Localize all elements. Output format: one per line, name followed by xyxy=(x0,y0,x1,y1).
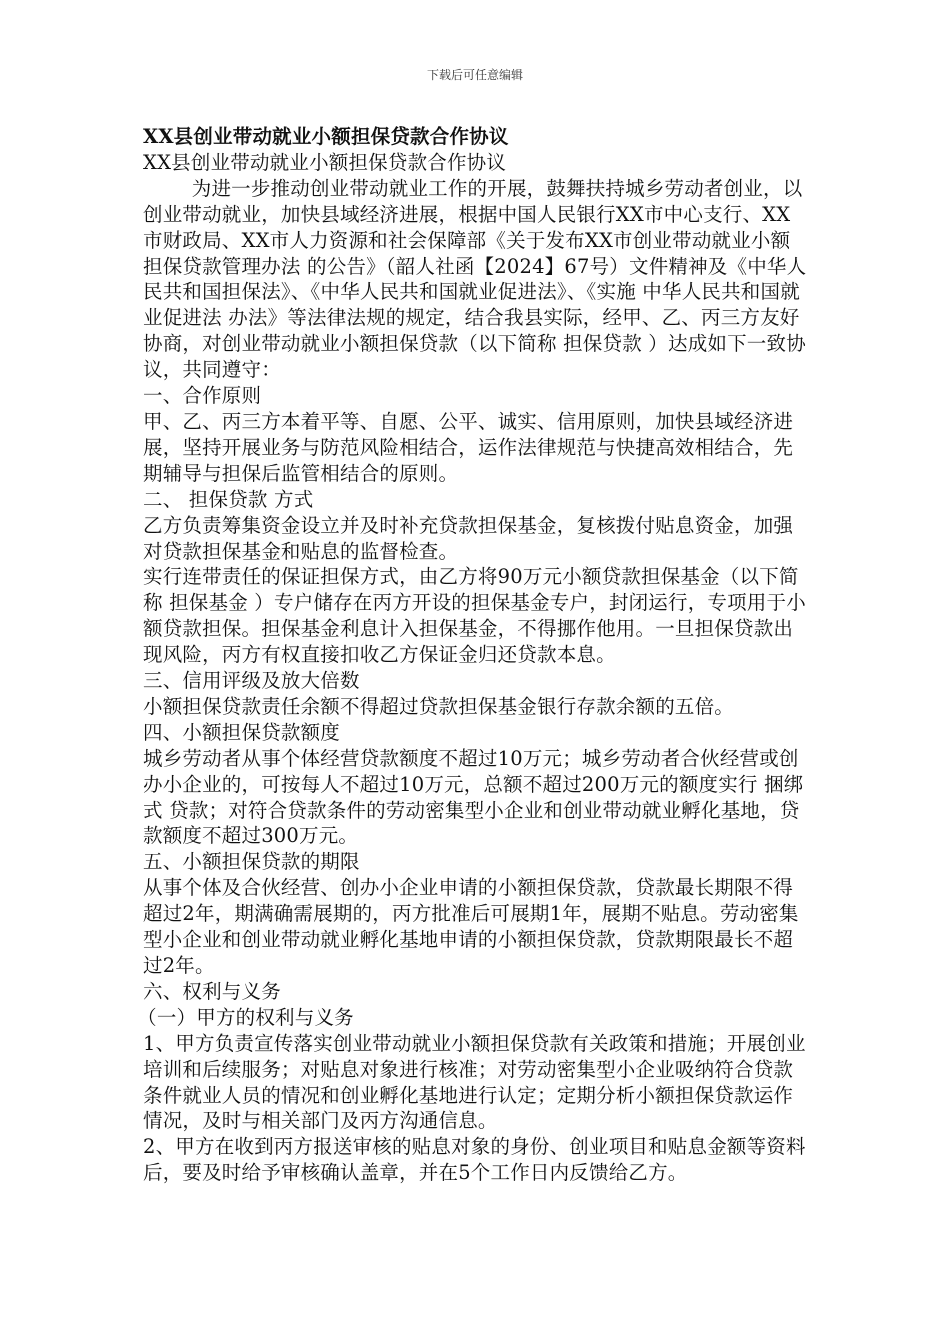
section-heading-3: 三、信用评级及放大倍数 xyxy=(143,669,360,693)
section-6-item-1: 1、甲方负责宣传落实创业带动就业小额担保贷款有关政策和措施；开展创业培训和后续服务；对贴息对象进行核准；对劳动密集型小企业吸纳符合贷款条件就业人员的情况和创业孵化基地进行认定；定期分析小额担保贷款运作情况，及时与相关部门及丙方沟通信息。 xyxy=(143,1031,806,1133)
intro-paragraph: 为进一步推动创业带动就业工作的开展，鼓舞扶持城乡劳动者创业，以创业带动就业，加快县域经济进展，根据中国人民银行XX市中心支行、XX市财政局、XX市人力资源和社会保障部《关于发布XX市创业带动就业小额担保贷款管理办法 的公告》（韶人社函【2024】67号）文件精神及《中华人民共和国担保法》、《中华人民共和国就业促进法》、《实施 中华人民共和国就业促进法 办法》等法律法规的规定，结合我县实际，经甲、乙、丙三方友好协商，对创业带动就业小额担保贷款（以下简称 担保贷款 ）达成如下一致协议，共同遵守： xyxy=(143,176,807,382)
section-5-paragraph: 从事个体及合伙经营、创办小企业申请的小额担保贷款，贷款最长期限不得超过2年，期满确需展期的，丙方批准后可展期1年，展期不贴息。劳动密集型小企业和创业带动就业孵化基地申请的小额担保贷款，贷款期限最长不超过2年。 xyxy=(143,876,799,977)
section-2-paragraph-1: 乙方负责筹集资金设立并及时补充贷款担保基金，复核拨付贴息资金，加强对贷款担保基金和贴息的监督检查。 xyxy=(143,513,794,563)
section-6-item-2: 2、甲方在收到丙方报送审核的贴息对象的身份、创业项目和贴息金额等资料后，要及时给予审核确认盖章，并在5个工作日内反馈给乙方。 xyxy=(143,1135,806,1185)
page-header-note: 下载后可任意编辑 xyxy=(426,68,523,82)
section-6-subheading: （一）甲方的权利与义务 xyxy=(137,1005,354,1029)
section-heading-2: 二、 担保贷款 方式 xyxy=(143,487,314,511)
section-2-paragraph-2: 实行连带责任的保证担保方式，由乙方将90万元小额贷款担保基金（以下简称 担保基金 ）专户储存在丙方开设的担保基金专户，封闭运行，专项用于小额贷款担保。担保基金利息计入担保基金，不得挪作他用。一旦担保贷款出现风险，丙方有权直接扣收乙方保证金归还贷款本息。 xyxy=(143,565,806,667)
document-subtitle: XX县创业带动就业小额担保贷款合作协议 xyxy=(143,150,507,174)
section-heading-1: 一、合作原则 xyxy=(143,384,262,408)
section-1-paragraph: 甲、乙、丙三方本着平等、自愿、公平、诚实、信用原则，加快县域经济进展，坚持开展业务与防范风险相结合，运作法律规范与快捷高效相结合，先期辅导与担保后监管相结合的原则。 xyxy=(143,409,794,485)
section-heading-5: 五、小额担保贷款的期限 xyxy=(143,850,360,874)
section-heading-4: 四、小额担保贷款额度 xyxy=(143,720,341,744)
section-heading-6: 六、权利与义务 xyxy=(143,979,281,1003)
section-4-paragraph: 城乡劳动者从事个体经营贷款额度不超过10万元；城乡劳动者合伙经营或创办小企业的，可按每人不超过10万元，总额不超过200万元的额度实行 捆绑式 贷款；对符合贷款条件的劳动密集型小企业和创业带动就业孵化基地，贷款额度不超过300万元。 xyxy=(143,746,804,848)
document-title: XX县创业带动就业小额担保贷款合作协议 xyxy=(143,125,509,148)
section-3-paragraph: 小额担保贷款责任余额不得超过贷款担保基金银行存款余额的五倍。 xyxy=(143,694,735,718)
document-body xyxy=(137,124,808,1186)
